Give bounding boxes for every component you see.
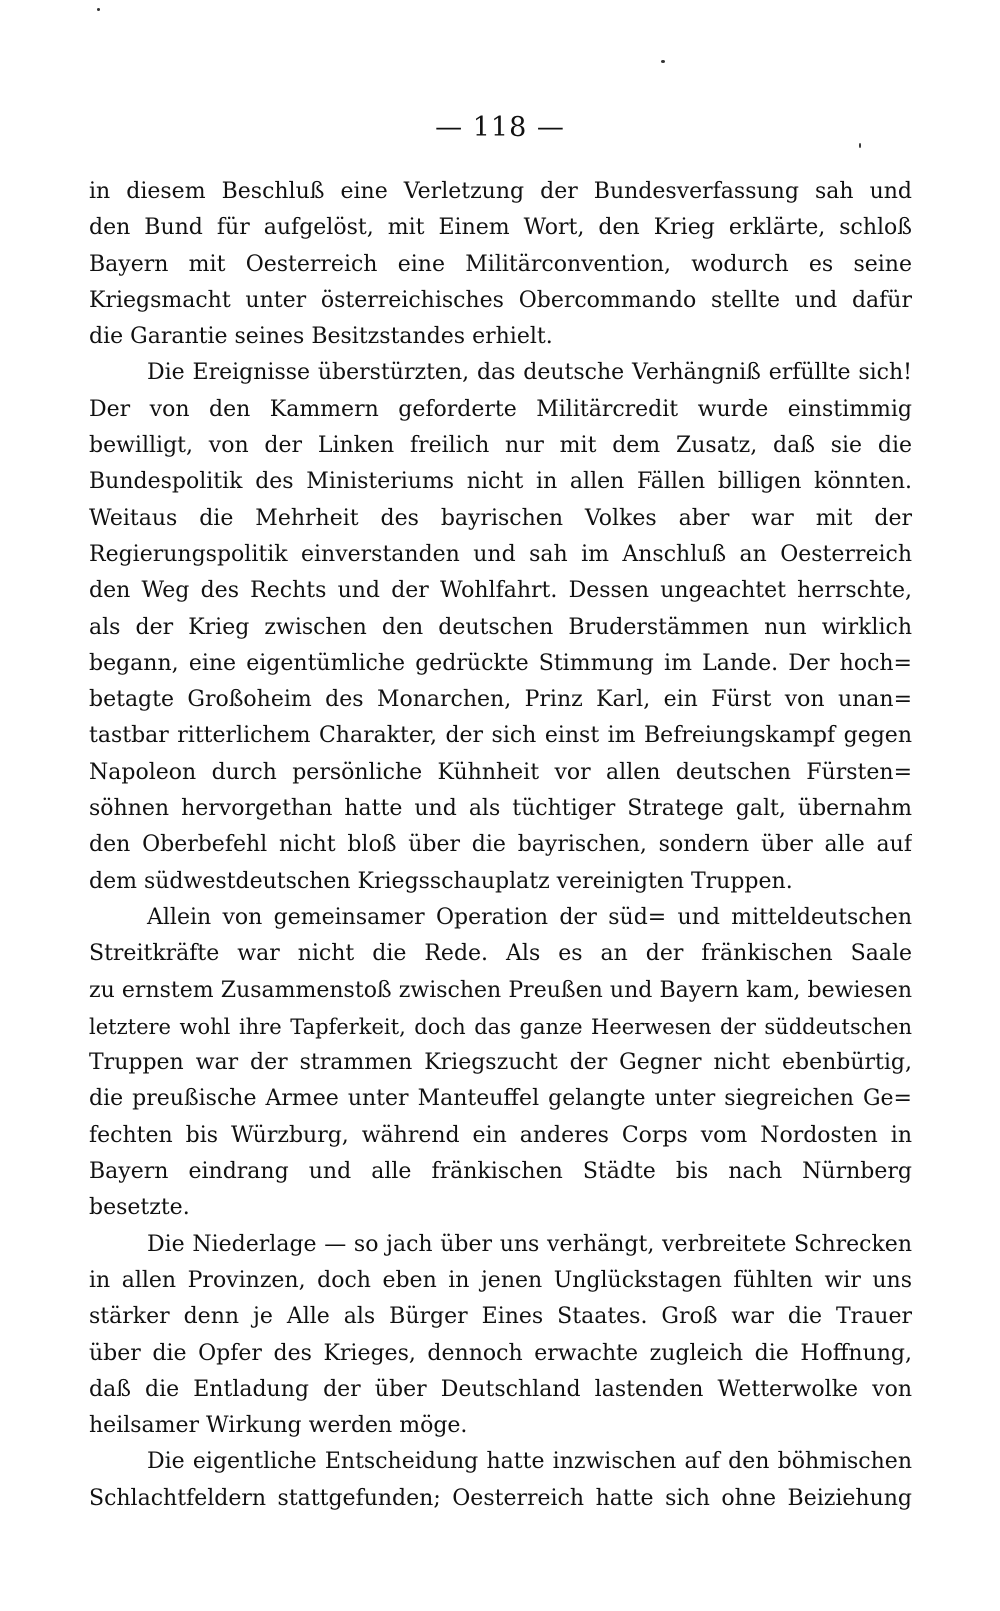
text-line: Regierungspolitik einverstanden und sah im Anschluß an Oesterreich xyxy=(89,541,912,567)
text-line: Die Ereignisse überstürzten, das deutsche Verhängniß erfüllte sich! xyxy=(147,360,912,386)
text-line: letztere wohl ihre Tapferkeit, doch das ganze Heerwesen der süddeutschen xyxy=(89,1014,912,1039)
text-line: in diesem Beschluß eine Verletzung der Bundesverfassung sah und xyxy=(89,179,912,204)
text-line: zu ernstem Zusammenstoß zwischen Preußen und Bayern kam, bewiesen xyxy=(89,977,912,1003)
text-line: besetzte. xyxy=(89,1195,190,1221)
text-line: den Bund für aufgelöst, mit Einem Wort, den Krieg erklärte, schloß xyxy=(89,215,912,241)
print-speck xyxy=(97,8,100,11)
text-line: Der von den Kammern geforderte Militärcredit wurde einstimmig xyxy=(89,396,912,422)
text-line: Streitkräfte war nicht die Rede. Als es an der fränkischen Saale xyxy=(89,941,912,967)
text-line: die Garantie seines Besitzstandes erhielt. xyxy=(89,324,553,350)
text-line: Bayern eindrang und alle fränkischen Städte bis nach Nürnberg xyxy=(89,1159,912,1185)
text-line: den Weg des Rechts und der Wohlfahrt. Dessen ungeachtet herrschte, xyxy=(89,578,912,604)
print-speck xyxy=(859,143,861,148)
text-line: Bundespolitik des Ministeriums nicht in allen Fällen billigen könnten. xyxy=(89,469,912,495)
text-line: in allen Provinzen, doch eben in jenen Unglückstagen fühlten wir uns xyxy=(89,1267,912,1293)
text-line: Schlachtfeldern stattgefunden; Oesterreich hatte sich ohne Beiziehung xyxy=(89,1485,912,1511)
text-line: heilsamer Wirkung werden möge. xyxy=(89,1413,468,1439)
text-line: die preußische Armee unter Manteuffel gelangte unter siegreichen Ge= xyxy=(89,1086,912,1112)
text-line: Kriegsmacht unter österreichisches Obercommando stellte und dafür xyxy=(89,287,912,313)
text-line: Die eigentliche Entscheidung hatte inzwischen auf den böhmischen xyxy=(147,1449,912,1475)
text-line: fechten bis Würzburg, während ein anderes Corps vom Nordosten in xyxy=(89,1122,912,1148)
body-text xyxy=(89,174,912,1517)
text-line: betagte Großoheim des Monarchen, Prinz Karl, ein Fürst von unan= xyxy=(89,687,912,713)
text-line: über die Opfer des Krieges, dennoch erwachte zugleich die Hoffnung, xyxy=(89,1340,912,1366)
page-number: — 118 — xyxy=(435,112,565,143)
text-line: stärker denn je Alle als Bürger Eines Staates. Groß war die Trauer xyxy=(89,1304,912,1330)
text-line: bewilligt, von der Linken freilich nur mit dem Zusatz, daß sie die xyxy=(89,433,912,459)
text-line: Weitaus die Mehrheit des bayrischen Volkes aber war mit der xyxy=(89,505,912,531)
print-speck xyxy=(661,60,665,63)
text-line: tastbar ritterlichem Charakter, der sich einst im Befreiungskampf gegen xyxy=(89,723,912,749)
text-line: Truppen war der strammen Kriegszucht der Gegner nicht ebenbürtig, xyxy=(89,1050,912,1076)
text-line: dem südwestdeutschen Kriegsschauplatz vereinigten Truppen. xyxy=(89,868,793,894)
text-line: Bayern mit Oesterreich eine Militärconvention, wodurch es seine xyxy=(89,251,912,277)
text-line: Napoleon durch persönliche Kühnheit vor allen deutschen Fürsten= xyxy=(89,759,912,785)
text-line: Allein von gemeinsamer Operation der süd= und mitteldeutschen xyxy=(147,904,912,930)
text-line: den Oberbefehl nicht bloß über die bayrischen, sondern über alle auf xyxy=(89,832,912,858)
text-line: begann, eine eigentümliche gedrückte Stimmung im Lande. Der hoch= xyxy=(89,650,912,676)
text-line: söhnen hervorgethan hatte und als tüchtiger Stratege galt, übernahm xyxy=(89,796,912,822)
text-line: daß die Entladung der über Deutschland lastenden Wetterwolke von xyxy=(89,1376,912,1402)
text-line: Die Niederlage — so jach über uns verhängt, verbreitete Schrecken xyxy=(147,1231,912,1257)
text-line: als der Krieg zwischen den deutschen Bruderstämmen nun wirklich xyxy=(89,614,912,640)
